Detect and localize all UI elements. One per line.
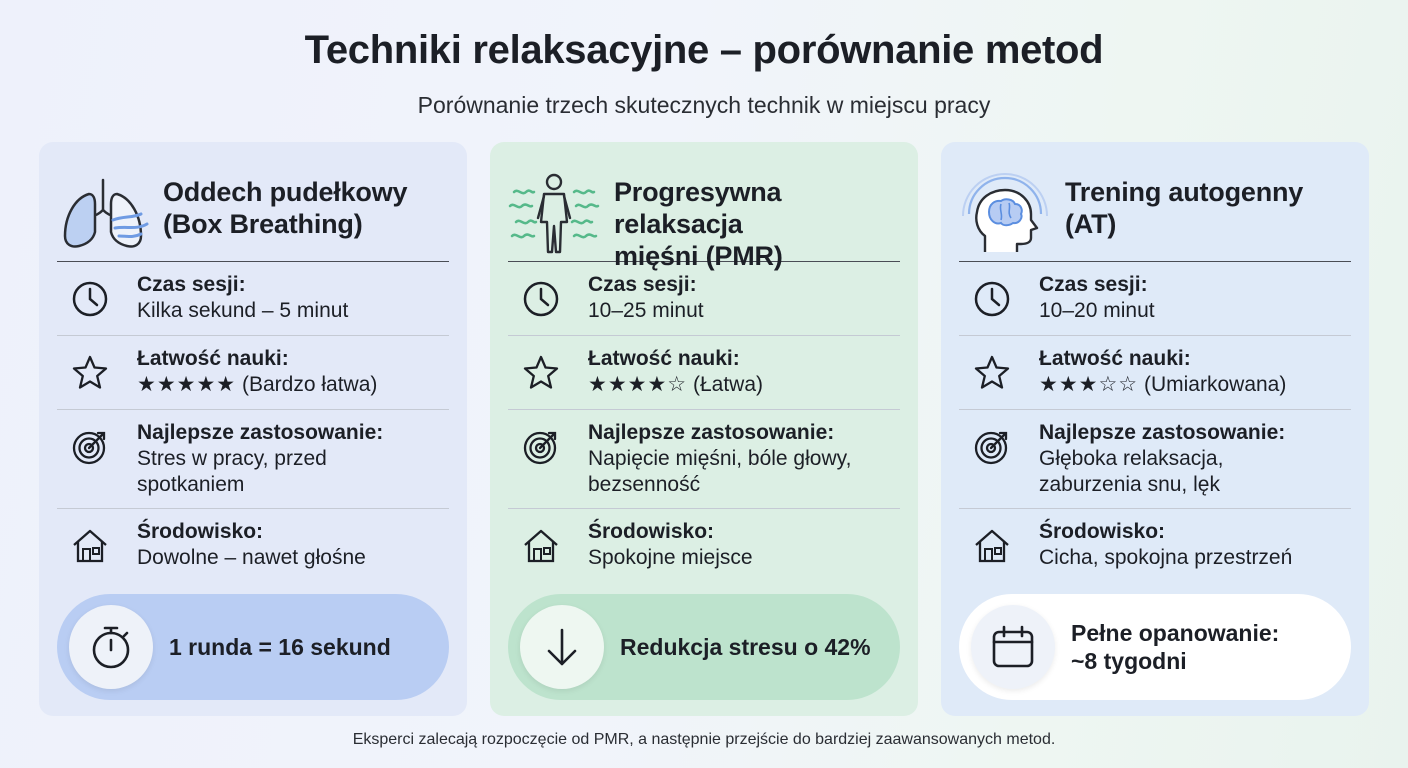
best-use-value: Napięcie mięśni, bóle głowy, bezsenność	[588, 447, 852, 496]
technique-card-pmr	[490, 142, 918, 716]
best-use-row	[959, 410, 1351, 509]
highlight-pill	[57, 594, 449, 700]
body-relaxation-icon	[508, 170, 600, 254]
ease-label: Łatwość nauki:	[137, 347, 289, 370]
session-time-value: 10–20 minut	[1039, 299, 1155, 322]
ease-value	[588, 372, 900, 398]
star-rating: ★★★☆☆	[1039, 373, 1139, 396]
target-icon	[973, 428, 1011, 466]
best-use-value: Stres w pracy, przed spotkaniem	[137, 447, 327, 496]
star-icon	[522, 354, 560, 392]
ease-value	[137, 372, 449, 398]
card-details	[959, 262, 1351, 583]
environment-value: Dowolne – nawet głośne	[137, 546, 366, 569]
page-title: Techniki relaksacyjne – porównanie metod	[304, 28, 1104, 72]
best-use-label: Najlepsze zastosowanie:	[1039, 421, 1286, 444]
clock-icon	[522, 280, 560, 318]
best-use-label: Najlepsze zastosowanie:	[588, 421, 835, 444]
card-title: Oddech pudełkowy (Box Breathing)	[163, 177, 408, 239]
card-header	[959, 162, 1351, 262]
star-icon	[973, 354, 1011, 392]
session-time-row	[57, 262, 449, 336]
stopwatch-icon	[69, 605, 153, 689]
environment-row	[508, 509, 900, 583]
ease-text: (Umiarkowana)	[1143, 373, 1287, 396]
best-use-value: Głęboka relaksacja, zaburzenia snu, lęk	[1039, 447, 1224, 496]
environment-row	[57, 509, 449, 583]
ease-row	[508, 336, 900, 410]
ease-row	[57, 336, 449, 410]
lungs-icon	[57, 170, 149, 254]
best-use-row	[508, 410, 900, 509]
ease-row	[959, 336, 1351, 410]
ease-label: Łatwość nauki:	[588, 347, 740, 370]
card-details	[508, 262, 900, 583]
technique-card-box-breathing	[39, 142, 467, 716]
clock-icon	[973, 280, 1011, 318]
star-rating: ★★★★★	[137, 373, 237, 396]
session-time-row	[959, 262, 1351, 336]
ease-text: (Bardzo łatwa)	[241, 373, 378, 396]
ease-label: Łatwość nauki:	[1039, 347, 1191, 370]
environment-label: Środowisko:	[137, 520, 264, 543]
card-details	[57, 262, 449, 583]
session-time-row	[508, 262, 900, 336]
arrow-down-icon	[520, 605, 604, 689]
ease-text: (Łatwa)	[692, 373, 764, 396]
environment-label: Środowisko:	[1039, 520, 1166, 543]
clock-icon	[71, 280, 109, 318]
environment-row	[959, 509, 1351, 583]
calendar-icon	[971, 605, 1055, 689]
footer-note: Eksperci zalecają rozpoczęcie od PMR, a następnie przejście do bardziej zaawansowanych metod.	[352, 731, 1056, 748]
star-icon	[71, 354, 109, 392]
best-use-label: Najlepsze zastosowanie:	[137, 421, 384, 444]
star-rating: ★★★★☆	[588, 373, 688, 396]
house-icon	[973, 527, 1011, 565]
best-use-row	[57, 410, 449, 509]
session-time-label: Czas sesji:	[588, 273, 697, 296]
card-title: Trening autogenny (AT)	[1065, 177, 1304, 239]
card-title: Progresywna relaksacja mięśni (PMR)	[614, 177, 783, 271]
highlight-pill	[508, 594, 900, 700]
session-time-value: 10–25 minut	[588, 299, 704, 322]
environment-value: Spokojne miejsce	[588, 546, 753, 569]
highlight-text: Pełne opanowanie: ~8 tygodni	[1071, 620, 1280, 674]
page-subtitle: Porównanie trzech skutecznych technik w miejscu pracy	[417, 92, 991, 118]
environment-value: Cicha, spokojna przestrzeń	[1039, 546, 1293, 569]
brain-head-icon	[959, 170, 1051, 254]
card-header	[57, 162, 449, 262]
ease-value	[1039, 372, 1351, 398]
highlight-text: Redukcja stresu o 42%	[620, 634, 871, 660]
target-icon	[522, 428, 560, 466]
technique-card-autogenic	[941, 142, 1369, 716]
highlight-text: 1 runda = 16 sekund	[169, 634, 391, 660]
house-icon	[71, 527, 109, 565]
card-header	[508, 162, 900, 271]
session-time-label: Czas sesji:	[1039, 273, 1148, 296]
session-time-label: Czas sesji:	[137, 273, 246, 296]
highlight-pill	[959, 594, 1351, 700]
house-icon	[522, 527, 560, 565]
environment-label: Środowisko:	[588, 520, 715, 543]
session-time-value: Kilka sekund – 5 minut	[137, 299, 349, 322]
target-icon	[71, 428, 109, 466]
